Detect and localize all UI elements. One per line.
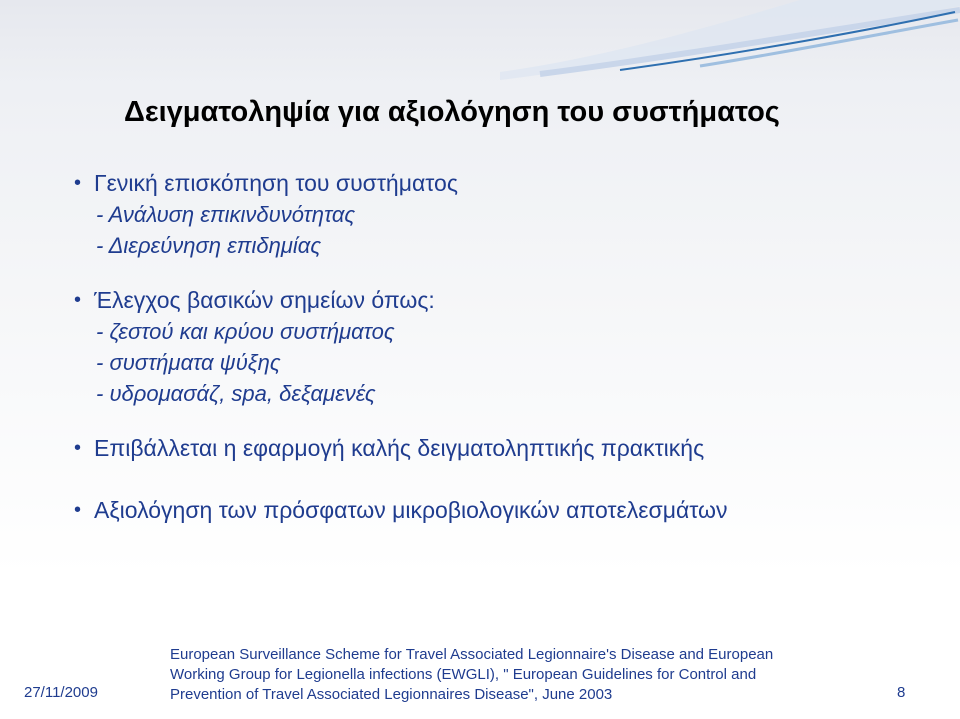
bullet-icon: • — [74, 499, 82, 521]
page-number: 8 — [897, 684, 906, 701]
bullet-list — [74, 168, 934, 526]
slide-title: Δειγματοληψία για αξιολόγηση του συστήματος — [124, 96, 780, 128]
footer-date: 27/11/2009 — [24, 684, 98, 701]
bullet-text: Γενική επισκόπηση του συστήματος — [94, 170, 458, 196]
sub-item: - ζεστού και κρύου συστήματος — [96, 319, 395, 344]
footer-reference — [170, 645, 820, 705]
sub-item: - συστήματα ψύξης — [96, 350, 281, 375]
bullet-item-results-evaluation — [74, 495, 934, 526]
decorative-swoosh — [500, 0, 960, 90]
footer-reference-line: Working Group for Legionella infections (EWGLI), " European Guidelines for Control and — [170, 666, 757, 683]
bullet-icon: • — [74, 437, 82, 459]
footer-reference-line: European Surveillance Scheme for Travel Associated Legionnaire's Disease and European — [170, 646, 774, 663]
bullet-text: Έλεγχος βασικών σημείων όπως: — [94, 287, 435, 313]
bullet-icon: • — [74, 289, 82, 311]
bullet-icon: • — [74, 172, 82, 194]
bullet-item-sampling-practice — [74, 433, 934, 464]
bullet-text: Αξιολόγηση των πρόσφατων μικροβιολογικών αποτελεσμάτων — [94, 497, 728, 523]
bullet-item-checkpoints — [74, 285, 934, 409]
bullet-text: Επιβάλλεται η εφαρμογή καλής δειγματοληπτικής πρακτικής — [94, 435, 705, 461]
footer-reference-line: Prevention of Travel Associated Legionnaires Disease", June 2003 — [170, 686, 613, 703]
sub-item: - υδρομασάζ, spa, δεξαμενές — [96, 381, 376, 406]
sub-item: - Ανάλυση επικινδυνότητας — [96, 202, 356, 227]
sub-item: - Διερεύνηση επιδημίας — [96, 233, 322, 258]
bullet-item-overview — [74, 168, 934, 261]
